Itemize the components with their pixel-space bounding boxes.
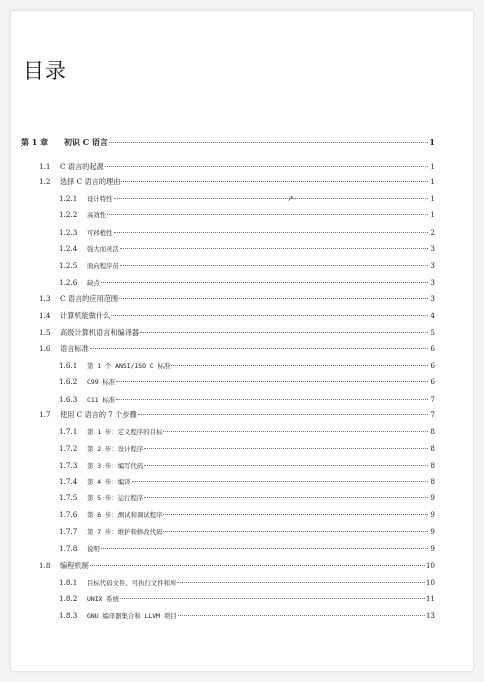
toc-entry[interactable] [59, 577, 435, 589]
toc-dot-leader [163, 531, 428, 532]
toc-entry-number: 1.2.4 [59, 244, 78, 253]
toc-entry[interactable] [59, 193, 435, 205]
toc-dot-leader [163, 431, 428, 432]
toc-entry-number: 1.5 [39, 328, 51, 337]
toc-dot-leader [144, 497, 428, 498]
toc-entry-title: UNIX 系统 [87, 595, 120, 603]
toc-entry[interactable] [59, 376, 435, 388]
toc-entry-number: 1.7.7 [59, 527, 78, 536]
toc-entry[interactable] [59, 460, 435, 472]
toc-dot-leader [177, 582, 424, 583]
toc-entry-page-number: 8 [430, 427, 435, 436]
toc-entry-title: 第 3 步：编写代码 [87, 462, 144, 470]
toc-entry-number: 1.7 [39, 410, 51, 419]
toc-entry-title: 第 5 步：运行程序 [87, 494, 144, 502]
toc-entry-title: C 语言的应用范围 [60, 294, 119, 303]
toc-dot-leader [144, 448, 428, 449]
toc-dot-leader [171, 365, 428, 366]
toc-entry[interactable] [39, 327, 435, 339]
toc-dot-leader [101, 548, 428, 549]
toc-dot-leader [101, 282, 428, 283]
toc-entry[interactable] [39, 560, 435, 572]
toc-entry-number: 1.3 [39, 294, 51, 303]
toc-entry-title: 第 4 步：编译 [87, 478, 131, 486]
toc-entry-page-number: 8 [430, 477, 435, 486]
toc-dot-leader [120, 248, 428, 249]
toc-entry-number: 1.7.2 [59, 444, 78, 453]
toc-entry[interactable] [39, 293, 435, 305]
toc-entry-page-number: 3 [430, 244, 435, 253]
toc-entry-title: 缺点 [87, 279, 100, 287]
toc-entry-title: C99 标准 [87, 378, 116, 386]
toc-entry-number: 1.7.3 [59, 461, 78, 470]
toc-entry-number: 1.6.2 [59, 377, 78, 386]
toc-entry-page-number: 10 [425, 561, 435, 570]
toc-entry-title: 初识 C 语言 [64, 137, 108, 147]
toc-dot-leader [107, 214, 428, 215]
toc-entry-page-number: 9 [430, 493, 435, 502]
toc-entry-page-number: 6 [430, 377, 435, 386]
toc-entry-page-number: 1 [430, 162, 435, 171]
toc-entry-page-number: 1 [430, 194, 435, 203]
toc-entry-page-number: 7 [430, 410, 435, 419]
toc-dot-leader [116, 381, 428, 382]
toc-entry[interactable] [39, 343, 435, 355]
toc-entry-page-number: 3 [430, 261, 435, 270]
toc-entry-title: 第 7 步：维护和修改代码 [87, 528, 163, 536]
toc-entry[interactable] [39, 310, 435, 322]
toc-entry[interactable] [59, 209, 435, 221]
toc-entry-number: 1.6.1 [59, 361, 78, 370]
toc-entry-number: 1.2.5 [59, 261, 78, 270]
toc-entry[interactable] [59, 443, 435, 455]
toc-entry-title: 说明 [87, 545, 100, 553]
toc-dot-leader [138, 414, 428, 415]
toc-entry[interactable] [39, 176, 435, 188]
toc-dot-leader [163, 514, 428, 515]
toc-entry-title: 可移植性 [87, 229, 113, 237]
toc-entry-page-number: 1 [430, 177, 435, 186]
toc-entry-page-number: 5 [430, 328, 435, 337]
toc-entry-number: 1.4 [39, 311, 51, 320]
toc-entry-title: C11 标准 [87, 396, 116, 404]
toc-dot-leader [90, 565, 425, 566]
toc-dot-leader [116, 399, 428, 400]
toc-entry[interactable] [59, 277, 435, 289]
toc-entry-number: 1.2.3 [59, 228, 78, 237]
toc-entry-title: GNU 编译器集合和 LLVM 项目 [87, 612, 177, 620]
toc-entry-page-number: 9 [430, 510, 435, 519]
toc-entry[interactable] [59, 426, 435, 438]
toc-entry-page-number: 10 [425, 578, 435, 587]
toc-entry-title: 计算机能做什么 [60, 311, 111, 320]
toc-entry-page-number: 8 [430, 461, 435, 470]
toc-entry[interactable] [59, 593, 435, 605]
toc-chapter-entry[interactable] [21, 136, 435, 148]
toc-entry-number: 1.8.3 [59, 611, 78, 620]
toc-entry-page-number: 7 [430, 395, 435, 404]
toc-entry-number: 1.8.2 [59, 594, 78, 603]
toc-entry-page-number: 13 [425, 611, 435, 620]
toc-entry-title: 使用 C 语言的 7 个步骤 [60, 410, 137, 419]
toc-entry-number: 1.2.6 [59, 278, 78, 287]
toc-entry-title: 语言标准 [60, 344, 89, 353]
toc-entry-title: C 语言的起源 [60, 162, 104, 171]
toc-entry-title: 高效性 [87, 211, 107, 219]
toc-entry-title: 面向程序员 [87, 262, 119, 270]
toc-dot-leader [121, 181, 428, 182]
toc-dot-leader [120, 265, 428, 266]
toc-dot-leader [144, 465, 428, 466]
toc-entry-number: 1.8 [39, 561, 51, 570]
toc-entry[interactable] [59, 260, 435, 272]
toc-dot-leader [132, 481, 429, 482]
toc-entry-title: 高级计算机语言和编译器 [60, 328, 140, 337]
mouse-cursor-icon: ↗ [287, 194, 294, 203]
toc-entry-page-number: 9 [430, 544, 435, 553]
toc-entry[interactable] [59, 227, 435, 239]
toc-entry[interactable] [59, 610, 435, 622]
toc-entry[interactable] [39, 409, 435, 421]
toc-entry[interactable] [59, 509, 435, 521]
toc-entry-number: 1.7.1 [59, 427, 78, 436]
toc-entry[interactable] [59, 394, 435, 406]
toc-entry-title: 第 1 个 ANSI/ISO C 标准 [87, 362, 171, 370]
toc-entry-page-number: 6 [430, 361, 435, 370]
toc-dot-leader [119, 298, 428, 299]
toc-dot-leader [114, 198, 428, 199]
toc-entry-page-number: 6 [430, 344, 435, 353]
toc-entry-page-number: 1 [429, 137, 435, 147]
toc-entry[interactable] [39, 161, 435, 173]
toc-entry-page-number: 4 [430, 311, 435, 320]
page-title: 目录 [23, 59, 67, 83]
toc-entry-number: 1.2.1 [59, 194, 78, 203]
toc-entry-number: 1.7.5 [59, 493, 78, 502]
toc-entry-number: 第 1 章 [21, 137, 49, 147]
toc-entry-number: 1.1 [39, 162, 51, 171]
toc-entry-page-number: 8 [430, 444, 435, 453]
toc-entry-number: 1.6.3 [59, 395, 78, 404]
toc-entry[interactable] [59, 243, 435, 255]
toc-entry-title: 设计特性 [87, 195, 113, 203]
toc-dot-leader [178, 615, 425, 616]
toc-entry-page-number: 3 [430, 278, 435, 287]
toc-entry-number: 1.8.1 [59, 578, 78, 587]
toc-entry[interactable] [59, 360, 435, 372]
toc-entry-page-number: 11 [425, 594, 435, 603]
toc-entry-page-number: 1 [430, 210, 435, 219]
toc-entry-number: 1.7.6 [59, 510, 78, 519]
toc-entry-title: 编程机制 [60, 561, 89, 570]
toc-dot-leader [114, 232, 428, 233]
toc-dot-leader [140, 332, 428, 333]
toc-entry-number: 1.6 [39, 344, 51, 353]
toc-entry[interactable] [59, 492, 435, 504]
toc-entry-number: 1.2.2 [59, 210, 78, 219]
toc-dot-leader [105, 166, 428, 167]
toc-dot-leader [120, 598, 425, 599]
toc-entry[interactable] [59, 526, 435, 538]
toc-entry-page-number: 9 [430, 527, 435, 536]
toc-dot-leader [111, 315, 428, 316]
toc-entry-number: 1.2 [39, 177, 51, 186]
toc-entry[interactable] [59, 543, 435, 555]
toc-entry-number: 1.7.8 [59, 544, 78, 553]
toc-entry-title: 目标代码文件、可执行文件和库 [87, 579, 177, 587]
toc-entry-title: 第 6 步：测试和调试程序 [87, 511, 163, 519]
toc-entry-number: 1.7.4 [59, 477, 78, 486]
toc-dot-leader [90, 348, 428, 349]
toc-entry-title: 选择 C 语言的理由 [60, 177, 121, 186]
toc-entry-title: 强大而灵活 [87, 245, 119, 253]
toc-dot-leader [109, 142, 428, 143]
toc-entry-title: 第 1 步：定义程序的目标 [87, 428, 163, 436]
toc-entry-title: 第 2 步：设计程序 [87, 445, 144, 453]
document-page [10, 10, 474, 672]
toc-entry-page-number: 3 [430, 294, 435, 303]
toc-entry-page-number: 2 [430, 228, 435, 237]
toc-entry[interactable] [59, 476, 435, 488]
